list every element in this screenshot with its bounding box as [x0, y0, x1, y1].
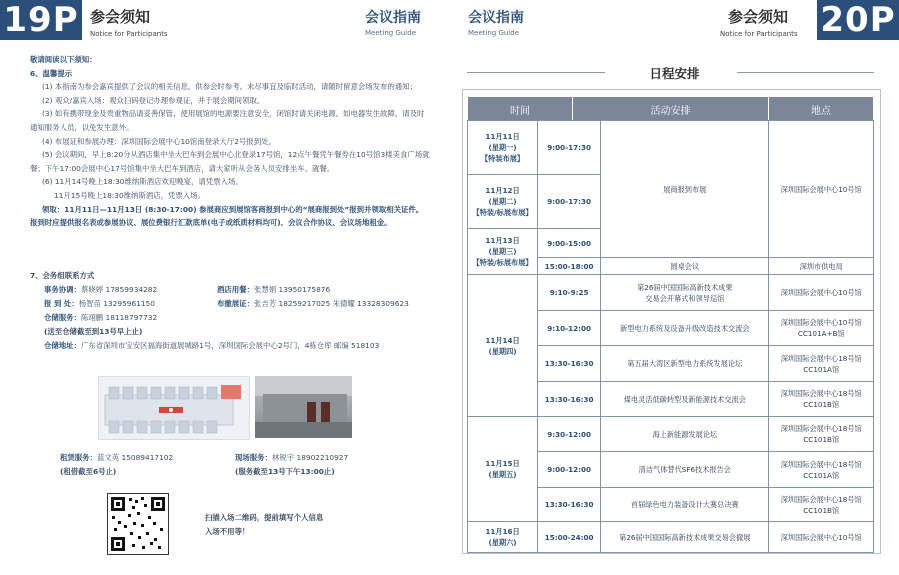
contact-address: 仓储地址：广东省深圳市宝安区福海街道展城路1号，深圳国际会展中心2号门，4栋仓库 邮编 518103: [44, 341, 380, 350]
intro-text: 敬请阅读以下须知：: [30, 55, 97, 64]
onsite-note: (服务截至13号下午13:00止): [235, 467, 335, 476]
date-nov14: 11月14日 (星期四): [468, 275, 538, 417]
title-divider-right: [737, 72, 874, 73]
activity-cell: 第五届大湾区新型电力系统发展论坛: [601, 346, 769, 382]
tip-3: (3) 如有携带现金及贵重物品请妥善保管，使用展馆的电源要注意安全，闭馆时请关闭电源。如电器发生故障，请及时通知服务人员，以免发生意外。: [30, 109, 425, 132]
col-activity: 活动安排: [572, 97, 768, 122]
time-cell: 9:00-15:00: [538, 229, 601, 258]
activity-cell: 第26届中国国际高新技术成果 交易会开幕式和领导巡馆: [601, 275, 769, 311]
tip-1: (1) 本指南为参会嘉宾提供了会议的相关信息，供参会时参考。未尽事宜及临时活动，请随时留意会场发布的通知；: [42, 82, 417, 92]
time-cell: 15:00-18:00: [538, 258, 601, 275]
header-title: 参会须知: [728, 8, 789, 26]
contact-registration: 报 到 处：杨智苗 13295961150: [44, 299, 155, 308]
contact-onsite: 现场服务：林锐宇 18902210927: [235, 453, 349, 462]
col-location: 地点: [769, 97, 874, 122]
qr-code-graphic: [108, 494, 168, 554]
schedule-title: 日程安排: [649, 66, 700, 81]
table-row: [468, 121, 874, 175]
notice-bold: 领取：11月11日—11月13日 (8:30-17:00) 参展商应到展馆客商报到中心的“展商报到处”报到并领取相关证件。报到时应提供报名表或参展协议、展位费银行汇款底单(电子或纸质材料均可)、会议合作协议、会议场地租金。: [30, 204, 424, 228]
page-number: 20P: [817, 0, 899, 40]
qr-instruction: 扫描入场二维码，提前填写个人信息: [205, 513, 324, 522]
time-cell: 9:30-12:00: [538, 417, 601, 452]
time-cell: 9:10-9:25: [538, 275, 601, 311]
tip-7: 11月15号晚上18:30维纳斯酒店，凭票入场。: [54, 190, 205, 200]
activity-cell: 海上新能源发展论坛: [601, 417, 769, 452]
registration-qr-code[interactable]: [107, 493, 169, 555]
col-time: 时间: [468, 97, 573, 122]
table-row: [468, 522, 874, 553]
time-cell: 9:10-12:00: [538, 311, 601, 346]
table-row: [468, 275, 874, 311]
date-nov13: 11月13日 (星期三) 【特装/标展布展】: [468, 229, 538, 275]
contact-warehouse: 仓储服务：陈翊鹏 18118797732: [44, 313, 158, 322]
time-cell: 9:00-12:00: [538, 452, 601, 488]
activity-cell: 新型电力系统及设备升级改造技术交流会: [601, 311, 769, 346]
section-6-title: 6、温馨提示: [30, 68, 73, 78]
location-cell: 深圳国际会展中心18号馆 CC101A馆: [769, 452, 874, 488]
location-cell: 深圳国际会展中心10号馆: [769, 121, 874, 258]
page-20: [450, 0, 899, 575]
venue-map-image: [98, 376, 250, 440]
location-cell: 深圳国际会展中心18号馆 CC101B馆: [769, 488, 874, 522]
venue-map-graphic: [99, 377, 249, 439]
time-cell: 15:00-24:00: [538, 522, 601, 553]
page-number: 19P: [0, 0, 82, 40]
header-subtitle: Notice for Participants: [720, 30, 798, 38]
schedule-body: [467, 120, 874, 553]
date-nov15: 11月15日 (星期五): [468, 417, 538, 522]
guide-subtitle: Meeting Guide: [468, 29, 520, 37]
notice-body: [30, 53, 430, 230]
tip-6: (6) 11月14号晚上18:30维纳斯酒店欢迎晚宴，请凭票入场。: [42, 177, 243, 187]
rental-note: (租借截至6号止): [60, 467, 117, 476]
tip-5: (5) 会议期间，早上8:20分从酒店集中坐大巴车到会展中心北登录17号馆，12点午餐凭午餐券在10号馆3楼美食广场就餐；下午17:00会展中心17号馆集中坐大巴车到酒店，请大家听从会务人员安排坐车、就餐。: [30, 150, 430, 173]
table-row: [468, 417, 874, 452]
section-7-title: 7、会务组联系方式: [30, 271, 95, 280]
activity-cell: 第26届中国国际高新技术成果交易会撤展: [601, 522, 769, 553]
contact-rental: 租赁服务：蓝文英 15089417102: [60, 453, 174, 462]
schedule-table: [467, 96, 874, 122]
date-nov16: 11月16日 (星期六): [468, 522, 538, 553]
guide-subtitle: Meeting Guide: [365, 29, 417, 37]
activity-cell: 清洁气体替代SF6技术报告会: [601, 452, 769, 488]
time-cell: 13:30-16:30: [538, 382, 601, 417]
time-cell: 9:00-17:30: [538, 175, 601, 229]
tip-4: (4) 布展证和参展办理：深圳国际会展中心10馆南登录大厅2号报到处。: [42, 136, 276, 146]
page-19: [0, 0, 449, 575]
contact-booth: 布撤展证：张吉芳 18259217025 朱德耀 13328309623: [217, 299, 409, 308]
time-cell: 13:30-16:30: [538, 346, 601, 382]
time-cell: 13:30-16:30: [538, 488, 601, 522]
tip-2: (2) 观众/嘉宾入场：观众扫码登记办理参观证，并于展会期间领取。: [42, 95, 265, 105]
location-cell: 深圳国际会展中心10号馆: [769, 275, 874, 311]
activity-cell: 首届绿色电力装备设计大赛总决赛: [601, 488, 769, 522]
contact-coordination: 事务协调：蔡晓婷 17859934282: [44, 285, 158, 294]
warehouse-note: (送至仓储截至到13号早上止): [44, 327, 143, 336]
warehouse-photo-graphic: [255, 376, 352, 438]
guide-title: 会议指南: [365, 10, 421, 26]
activity-cell: 煤电灵活低碳转型及新能源技术交流会: [601, 382, 769, 417]
table-header-row: [468, 97, 874, 122]
activity-cell: 圆桌会议: [601, 258, 769, 275]
date-nov11: 11月11日 (星期一) 【特装布展】: [468, 121, 538, 175]
location-cell: 深圳市供电局: [769, 258, 874, 275]
location-cell: 深圳国际会展中心10号馆 CC101A+B馆: [769, 311, 874, 346]
header-subtitle: Notice for Participants: [90, 30, 168, 38]
header-title: 参会须知: [90, 8, 151, 26]
contact-hotel: 酒店用餐：张慧娟 13950175876: [217, 285, 331, 294]
guide-title: 会议指南: [468, 10, 524, 26]
location-cell: 深圳国际会展中心18号馆 CC101A馆: [769, 346, 874, 382]
date-nov12: 11月12日 (星期二) 【特装/标展布展】: [468, 175, 538, 229]
location-cell: 深圳国际会展中心18号馆 CC101B馆: [769, 417, 874, 452]
warehouse-photo: [255, 376, 352, 438]
location-cell: 深圳国际会展中心18号馆 CC101B馆: [769, 382, 874, 417]
time-cell: 9:00-17:30: [538, 121, 601, 175]
activity-cell: 展商报到布展: [601, 121, 769, 258]
location-cell: 深圳国际会展中心10号馆: [769, 522, 874, 553]
qr-instruction-2: 入场不用等！: [205, 527, 250, 536]
